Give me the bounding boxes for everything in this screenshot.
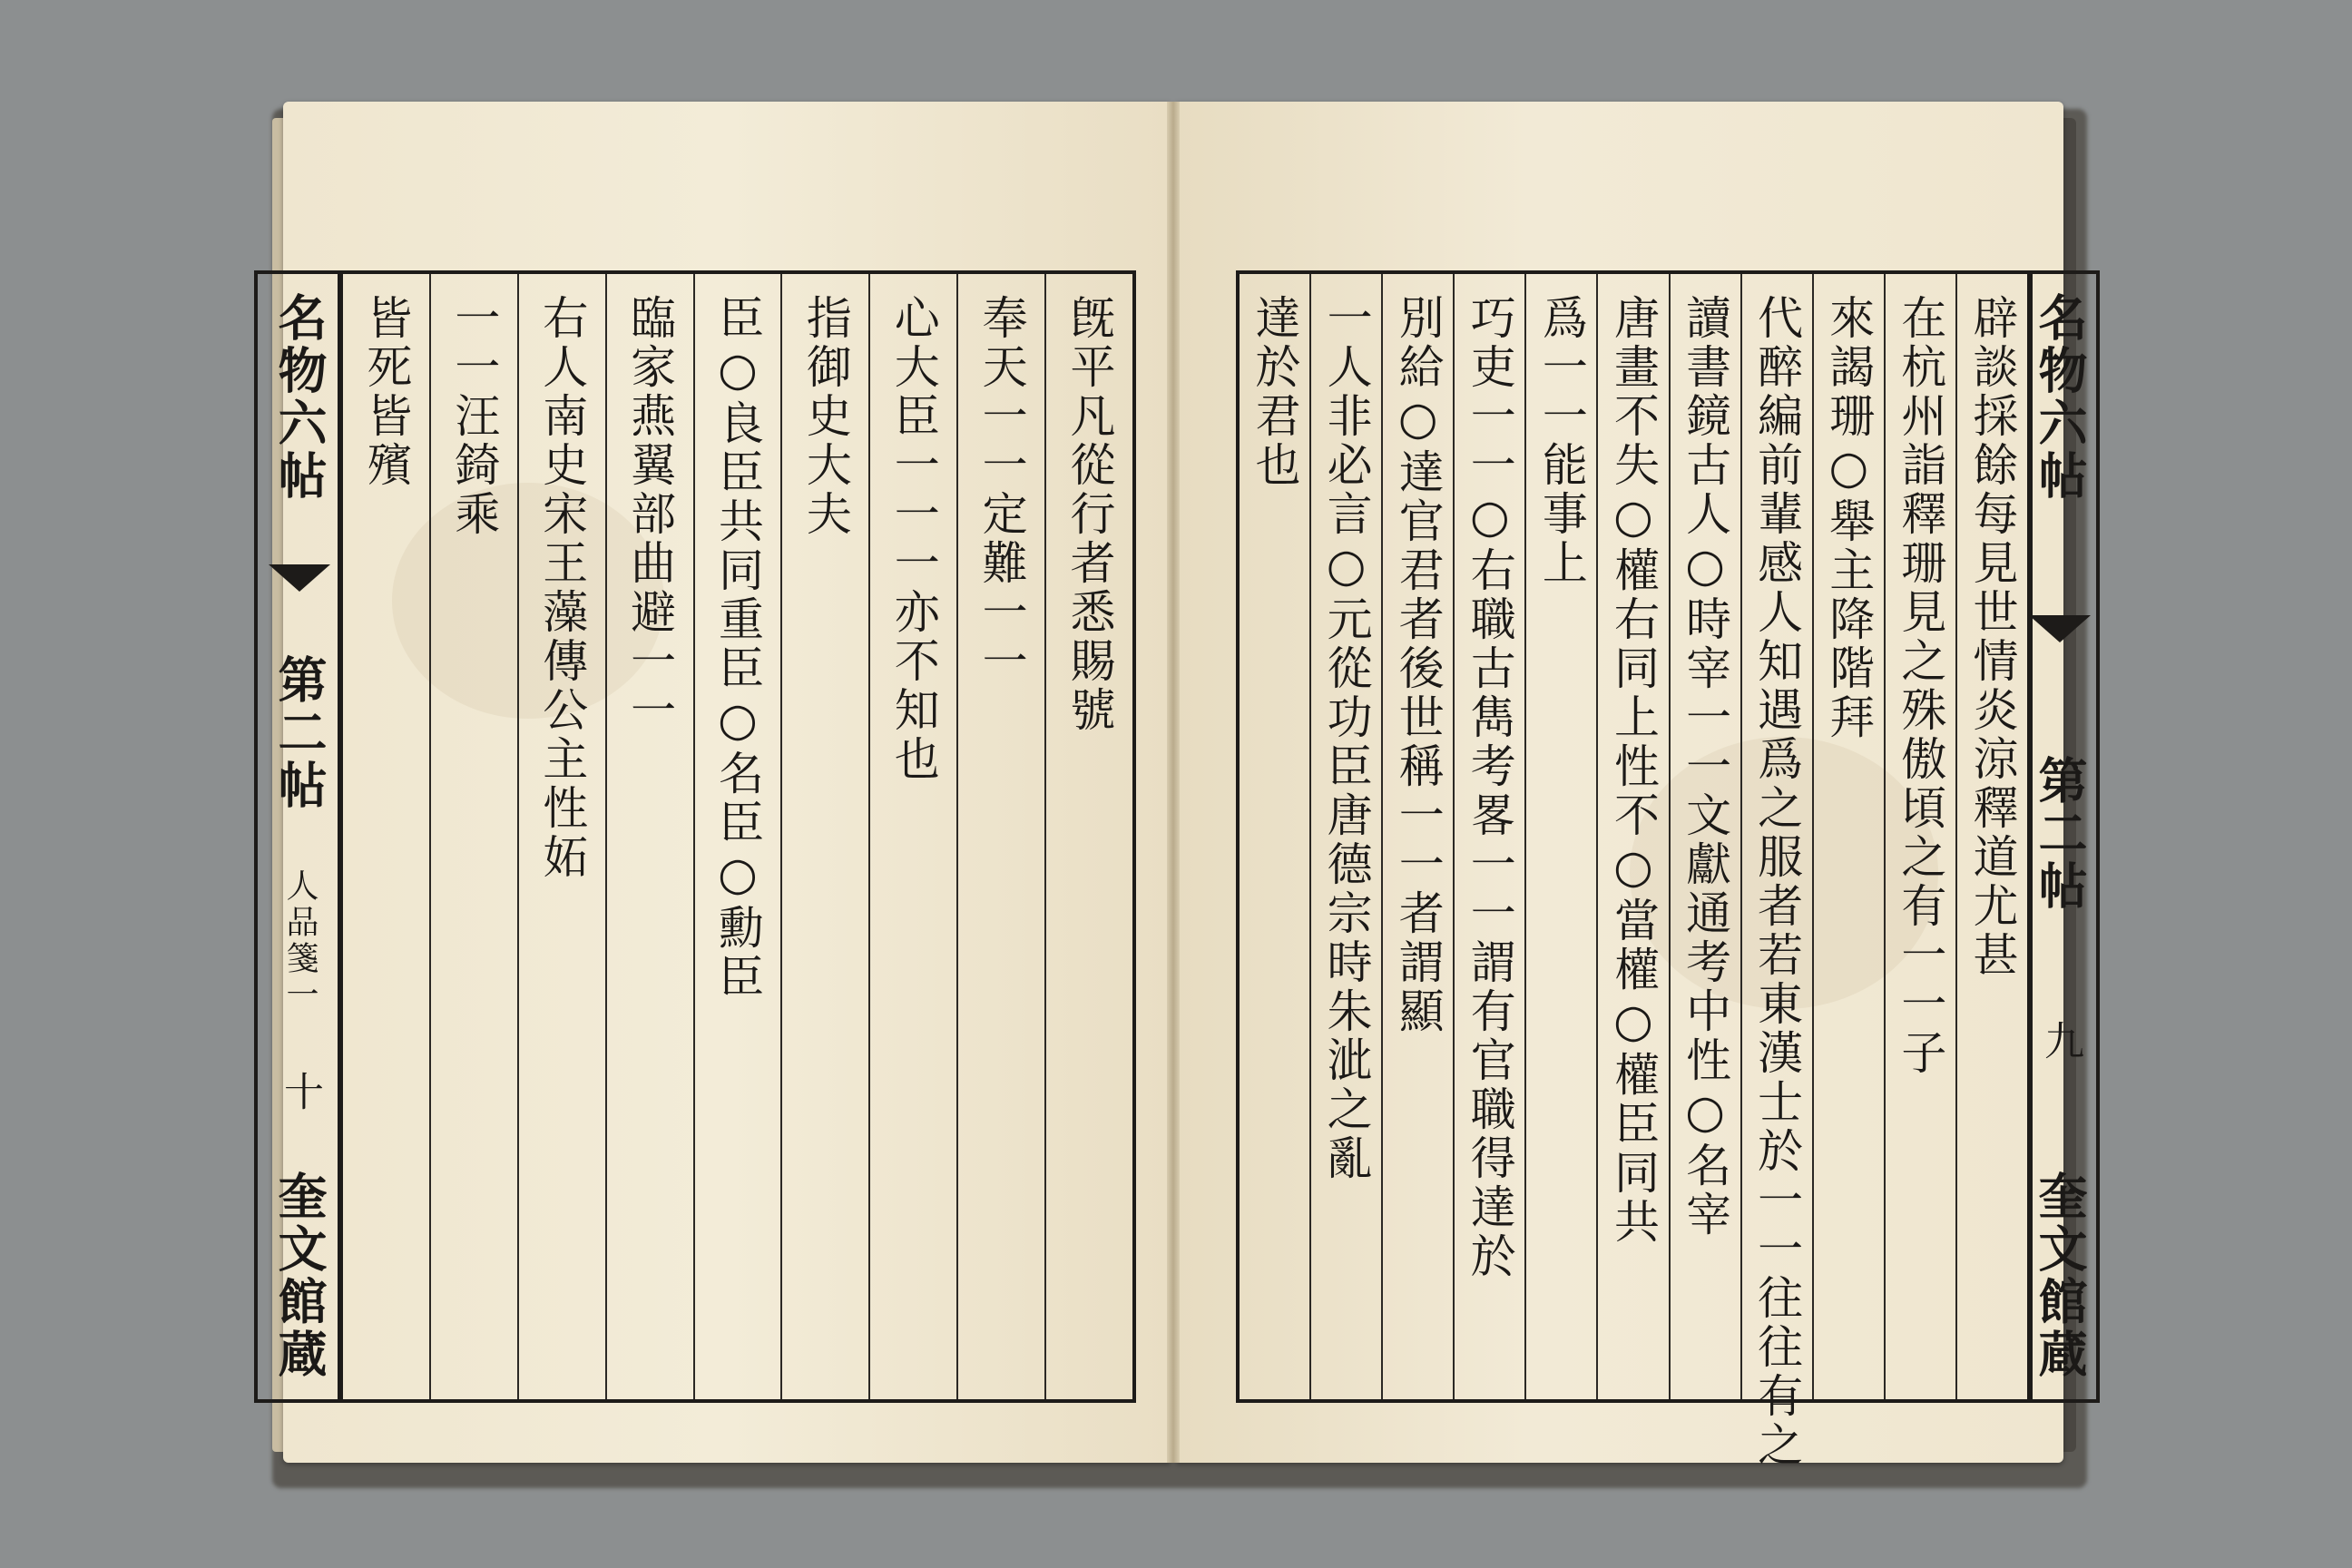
- text-column: [1740, 274, 1812, 1470]
- column-text: 指御史大夫: [799, 294, 852, 539]
- text-column: [1596, 274, 1668, 1399]
- text-column: [1812, 274, 1884, 1399]
- text-column: [1240, 274, 1309, 1399]
- column-text: 皆死皆殯: [359, 294, 413, 490]
- right-text-frame: [1236, 270, 2033, 1470]
- book-title: 名物六帖: [2031, 292, 2089, 503]
- text-column: [1044, 274, 1132, 1399]
- page-number: 九: [2037, 1020, 2083, 1063]
- column-text: 達於君也: [1248, 294, 1301, 490]
- column-text: 唐畫不失○權右同上性不○當權○權臣同共: [1606, 294, 1660, 1247]
- fishtail-mark-icon: [2029, 615, 2091, 642]
- left-fore-edge-strip: [254, 270, 341, 1403]
- text-column: [1884, 274, 1955, 1399]
- column-text: 讀書鏡古人○時宰一一文獻通考中性○名宰: [1679, 294, 1732, 1240]
- text-column: [605, 274, 693, 1399]
- column-text: 臨家燕翼部曲避一一: [623, 294, 677, 735]
- column-text: 來謁珊○舉主降階拜: [1822, 294, 1876, 742]
- section-label: 人品箋一: [281, 868, 318, 1014]
- column-text: 在杭州詣釋珊見之殊傲頃之有一一子: [1894, 294, 1947, 1078]
- publisher-label: 奎文館蔵: [2031, 1171, 2089, 1381]
- text-column: [868, 274, 956, 1399]
- column-text: 臣○良臣共同重臣○名臣○勳臣: [710, 294, 764, 1002]
- text-column: [780, 274, 868, 1399]
- page-number: 十: [277, 1070, 323, 1114]
- text-column: [1453, 274, 1524, 1399]
- column-text: 爲一一能事上: [1534, 294, 1588, 588]
- text-column: [343, 274, 429, 1399]
- volume-label: 第二帖: [270, 653, 328, 812]
- text-column: [1955, 274, 2027, 1399]
- text-column: [1309, 274, 1381, 1399]
- column-text: 巧吏一一○右職古雋考畧一一謂有官職得達於: [1463, 294, 1516, 1281]
- text-column: [429, 274, 517, 1399]
- text-column: [1524, 274, 1596, 1399]
- column-text: 別給○達官君者後世稱一一者謂顯: [1391, 294, 1445, 1036]
- right-fore-edge-strip: [2024, 270, 2100, 1403]
- left-text-frame: [338, 270, 1136, 1403]
- column-text: 代醉編前輩感人知遇爲之服者若東漢士於一一往往有之: [1750, 294, 1804, 1470]
- column-text: 奉天一一定難一一: [975, 294, 1028, 686]
- book-gutter: [1167, 102, 1180, 1463]
- column-text: 辟談採餘每見世情炎涼釋道尤甚: [1965, 294, 2019, 980]
- volume-label: 第二帖: [2031, 755, 2089, 913]
- column-text: 心大臣一一一亦不知也: [887, 294, 940, 784]
- book-title: 名物六帖: [270, 292, 328, 503]
- text-column: [693, 274, 781, 1399]
- text-column: [1381, 274, 1453, 1399]
- text-column: [517, 274, 605, 1399]
- text-column: [956, 274, 1044, 1399]
- column-text: 一一汪錡乘: [447, 294, 501, 539]
- column-text: 旣平凡從行者悉賜號: [1063, 294, 1116, 735]
- text-column: [1669, 274, 1740, 1399]
- publisher-label: 奎文館蔵: [270, 1170, 328, 1381]
- fishtail-mark-icon: [269, 564, 330, 592]
- column-text: 一人非必言○元從功臣唐德宗時朱泚之亂: [1319, 294, 1373, 1183]
- column-text: 右人南史宋王藻傳公主性妬: [535, 294, 589, 882]
